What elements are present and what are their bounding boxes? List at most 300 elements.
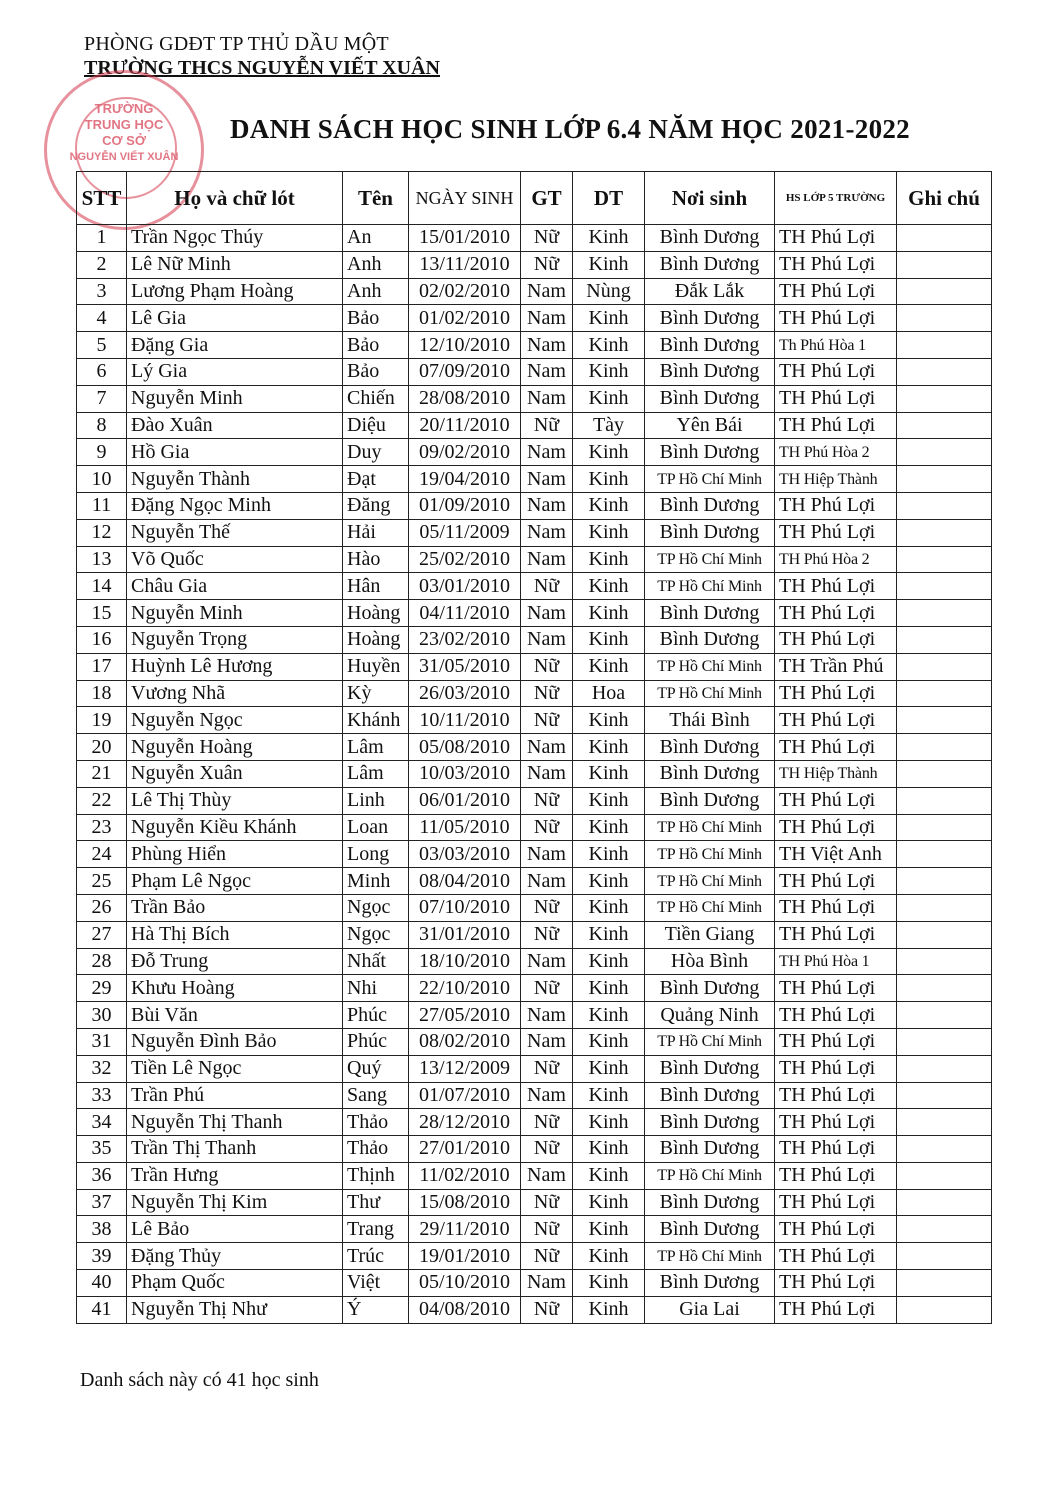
table-row <box>77 1296 992 1323</box>
table-row <box>77 492 992 519</box>
cell-gender: Nam <box>521 626 573 653</box>
cell-birthplace: Bình Dương <box>645 1082 775 1109</box>
cell-birthplace: TP Hồ Chí Minh <box>645 1028 775 1055</box>
cell-birthplace: Bình Dương <box>645 1189 775 1216</box>
cell-notes <box>897 841 992 868</box>
cell-ethnicity: Kinh <box>573 385 645 412</box>
cell-stt: 12 <box>77 519 127 546</box>
cell-birthplace: Quảng Ninh <box>645 1002 775 1029</box>
cell-birthplace: Bình Dương <box>645 225 775 252</box>
table-header-row <box>77 172 992 225</box>
cell-notes <box>897 492 992 519</box>
cell-birthplace: TP Hồ Chí Minh <box>645 894 775 921</box>
cell-surname: Phạm Lê Ngọc <box>127 868 343 895</box>
cell-stt: 28 <box>77 948 127 975</box>
cell-ethnicity: Kinh <box>573 546 645 573</box>
cell-surname: Đặng Thủy <box>127 1243 343 1270</box>
cell-notes <box>897 1270 992 1297</box>
cell-surname: Châu Gia <box>127 573 343 600</box>
cell-primary-school: TH Phú Lợi <box>775 573 897 600</box>
cell-dob: 10/03/2010 <box>409 760 521 787</box>
cell-gender: Nam <box>521 492 573 519</box>
cell-dob: 18/10/2010 <box>409 948 521 975</box>
cell-surname: Nguyễn Trọng <box>127 626 343 653</box>
cell-notes <box>897 358 992 385</box>
cell-stt: 31 <box>77 1028 127 1055</box>
cell-surname: Trần Phú <box>127 1082 343 1109</box>
cell-surname: Nguyễn Minh <box>127 385 343 412</box>
cell-dob: 23/02/2010 <box>409 626 521 653</box>
cell-primary-school: TH Phú Lợi <box>775 626 897 653</box>
table-row <box>77 332 992 359</box>
cell-stt: 14 <box>77 573 127 600</box>
cell-ethnicity: Kinh <box>573 787 645 814</box>
cell-surname: Đào Xuân <box>127 412 343 439</box>
cell-gender: Nữ <box>521 894 573 921</box>
cell-primary-school: TH Phú Lợi <box>775 894 897 921</box>
cell-notes <box>897 814 992 841</box>
table-row <box>77 358 992 385</box>
cell-dob: 10/11/2010 <box>409 707 521 734</box>
cell-notes <box>897 948 992 975</box>
cell-birthplace: TP Hồ Chí Minh <box>645 868 775 895</box>
cell-notes <box>897 251 992 278</box>
cell-ethnicity: Hoa <box>573 680 645 707</box>
cell-dob: 06/01/2010 <box>409 787 521 814</box>
table-row <box>77 626 992 653</box>
cell-name: Linh <box>343 787 409 814</box>
cell-stt: 10 <box>77 466 127 493</box>
cell-notes <box>897 332 992 359</box>
cell-gender: Nam <box>521 305 573 332</box>
col-header-surname: Họ và chữ lót <box>127 172 343 225</box>
cell-dob: 28/12/2010 <box>409 1109 521 1136</box>
cell-birthplace: Đắk Lắk <box>645 278 775 305</box>
cell-gender: Nam <box>521 841 573 868</box>
cell-birthplace: Bình Dương <box>645 439 775 466</box>
cell-ethnicity: Kinh <box>573 225 645 252</box>
cell-notes <box>897 760 992 787</box>
table-row <box>77 1270 992 1297</box>
cell-surname: Lý Gia <box>127 358 343 385</box>
table-row <box>77 707 992 734</box>
cell-birthplace: Bình Dương <box>645 519 775 546</box>
cell-birthplace: Hòa Bình <box>645 948 775 975</box>
cell-gender: Nam <box>521 546 573 573</box>
cell-notes <box>897 1189 992 1216</box>
cell-name: Nhất <box>343 948 409 975</box>
cell-ethnicity: Kinh <box>573 439 645 466</box>
cell-primary-school: TH Phú Lợi <box>775 814 897 841</box>
cell-surname: Nguyễn Đình Bảo <box>127 1028 343 1055</box>
cell-birthplace: TP Hồ Chí Minh <box>645 680 775 707</box>
cell-dob: 13/12/2009 <box>409 1055 521 1082</box>
cell-primary-school: TH Phú Lợi <box>775 492 897 519</box>
cell-stt: 23 <box>77 814 127 841</box>
cell-birthplace: Bình Dương <box>645 1136 775 1163</box>
cell-surname: Nguyễn Thị Như <box>127 1296 343 1323</box>
cell-name: Bảo <box>343 305 409 332</box>
cell-gender: Nữ <box>521 653 573 680</box>
cell-name: Phúc <box>343 1028 409 1055</box>
cell-ethnicity: Kinh <box>573 1028 645 1055</box>
cell-stt: 38 <box>77 1216 127 1243</box>
cell-primary-school: TH Trần Phú <box>775 653 897 680</box>
cell-notes <box>897 626 992 653</box>
cell-name: Thịnh <box>343 1162 409 1189</box>
stamp-text <box>47 101 201 165</box>
cell-notes <box>897 975 992 1002</box>
cell-stt: 24 <box>77 841 127 868</box>
cell-dob: 26/03/2010 <box>409 680 521 707</box>
cell-name: Đăng <box>343 492 409 519</box>
cell-name: Khánh <box>343 707 409 734</box>
cell-gender: Nữ <box>521 680 573 707</box>
cell-gender: Nam <box>521 1082 573 1109</box>
cell-surname: Nguyễn Thị Kim <box>127 1189 343 1216</box>
cell-notes <box>897 466 992 493</box>
cell-surname: Huỳnh Lê Hương <box>127 653 343 680</box>
cell-surname: Trần Hưng <box>127 1162 343 1189</box>
cell-name: Long <box>343 841 409 868</box>
cell-notes <box>897 868 992 895</box>
cell-gender: Nữ <box>521 787 573 814</box>
cell-birthplace: Bình Dương <box>645 787 775 814</box>
cell-birthplace: Bình Dương <box>645 492 775 519</box>
cell-name: Loan <box>343 814 409 841</box>
table-row <box>77 653 992 680</box>
cell-surname: Vương Nhã <box>127 680 343 707</box>
cell-stt: 15 <box>77 600 127 627</box>
cell-gender: Nữ <box>521 814 573 841</box>
cell-gender: Nam <box>521 948 573 975</box>
cell-name: Huyền <box>343 653 409 680</box>
table-row <box>77 894 992 921</box>
cell-ethnicity: Kinh <box>573 894 645 921</box>
cell-name: Hải <box>343 519 409 546</box>
table-row <box>77 1082 992 1109</box>
table-row <box>77 225 992 252</box>
cell-stt: 4 <box>77 305 127 332</box>
cell-surname: Nguyễn Hoàng <box>127 734 343 761</box>
cell-primary-school: TH Phú Hòa 2 <box>775 439 897 466</box>
cell-ethnicity: Kinh <box>573 1136 645 1163</box>
cell-birthplace: Bình Dương <box>645 358 775 385</box>
cell-primary-school: TH Phú Lợi <box>775 385 897 412</box>
cell-dob: 31/05/2010 <box>409 653 521 680</box>
cell-surname: Phùng Hiển <box>127 841 343 868</box>
cell-birthplace: Bình Dương <box>645 332 775 359</box>
cell-primary-school: TH Phú Lợi <box>775 1082 897 1109</box>
cell-birthplace: Bình Dương <box>645 760 775 787</box>
cell-primary-school: TH Việt Anh <box>775 841 897 868</box>
cell-stt: 40 <box>77 1270 127 1297</box>
cell-primary-school: TH Phú Lợi <box>775 1243 897 1270</box>
table-row <box>77 1216 992 1243</box>
cell-name: Diệu <box>343 412 409 439</box>
cell-dob: 01/02/2010 <box>409 305 521 332</box>
cell-ethnicity: Kinh <box>573 1109 645 1136</box>
cell-ethnicity: Kinh <box>573 921 645 948</box>
cell-ethnicity: Kinh <box>573 841 645 868</box>
cell-dob: 15/01/2010 <box>409 225 521 252</box>
cell-dob: 22/10/2010 <box>409 975 521 1002</box>
cell-gender: Nam <box>521 1162 573 1189</box>
cell-notes <box>897 707 992 734</box>
cell-stt: 27 <box>77 921 127 948</box>
cell-surname: Đặng Gia <box>127 332 343 359</box>
cell-name: Đạt <box>343 466 409 493</box>
cell-surname: Võ Quốc <box>127 546 343 573</box>
cell-gender: Nữ <box>521 573 573 600</box>
cell-notes <box>897 1109 992 1136</box>
table-row <box>77 1002 992 1029</box>
cell-primary-school: TH Phú Lợi <box>775 1162 897 1189</box>
cell-name: Kỳ <box>343 680 409 707</box>
cell-dob: 03/01/2010 <box>409 573 521 600</box>
cell-primary-school: TH Phú Lợi <box>775 1109 897 1136</box>
col-header-gender: GT <box>521 172 573 225</box>
cell-gender: Nữ <box>521 225 573 252</box>
cell-dob: 11/02/2010 <box>409 1162 521 1189</box>
cell-stt: 21 <box>77 760 127 787</box>
cell-surname: Nguyễn Kiều Khánh <box>127 814 343 841</box>
cell-gender: Nam <box>521 734 573 761</box>
cell-birthplace: Yên Bái <box>645 412 775 439</box>
cell-gender: Nữ <box>521 1243 573 1270</box>
cell-dob: 25/02/2010 <box>409 546 521 573</box>
cell-birthplace: Bình Dương <box>645 975 775 1002</box>
cell-gender: Nam <box>521 1270 573 1297</box>
cell-primary-school: TH Phú Lợi <box>775 278 897 305</box>
school-name: TRƯỜNG THCS NGUYỄN VIẾT XUÂN <box>84 57 440 79</box>
table-row <box>77 787 992 814</box>
cell-stt: 41 <box>77 1296 127 1323</box>
cell-name: Hoàng <box>343 600 409 627</box>
table-row <box>77 1109 992 1136</box>
cell-notes <box>897 653 992 680</box>
cell-ethnicity: Kinh <box>573 519 645 546</box>
cell-surname: Nguyễn Thành <box>127 466 343 493</box>
cell-name: Hoàng <box>343 626 409 653</box>
cell-birthplace: Bình Dương <box>645 1109 775 1136</box>
cell-stt: 39 <box>77 1243 127 1270</box>
cell-dob: 07/10/2010 <box>409 894 521 921</box>
cell-birthplace: TP Hồ Chí Minh <box>645 546 775 573</box>
cell-notes <box>897 546 992 573</box>
cell-name: Thảo <box>343 1136 409 1163</box>
cell-dob: 08/02/2010 <box>409 1028 521 1055</box>
cell-name: Bảo <box>343 358 409 385</box>
cell-ethnicity: Kinh <box>573 868 645 895</box>
cell-primary-school: TH Hiệp Thành <box>775 760 897 787</box>
cell-stt: 8 <box>77 412 127 439</box>
cell-stt: 30 <box>77 1002 127 1029</box>
cell-ethnicity: Tày <box>573 412 645 439</box>
cell-dob: 15/08/2010 <box>409 1189 521 1216</box>
table-row <box>77 975 992 1002</box>
cell-dob: 31/01/2010 <box>409 921 521 948</box>
cell-notes <box>897 225 992 252</box>
stamp-line: TRƯỜNG <box>94 101 154 116</box>
cell-gender: Nam <box>521 358 573 385</box>
stamp-line: TRUNG HỌC <box>84 117 164 132</box>
cell-primary-school: TH Phú Hòa 2 <box>775 546 897 573</box>
cell-birthplace: Bình Dương <box>645 600 775 627</box>
cell-gender: Nam <box>521 868 573 895</box>
cell-gender: Nữ <box>521 1296 573 1323</box>
cell-dob: 04/11/2010 <box>409 600 521 627</box>
cell-dob: 12/10/2010 <box>409 332 521 359</box>
cell-ethnicity: Kinh <box>573 305 645 332</box>
cell-surname: Lê Nữ Minh <box>127 251 343 278</box>
cell-surname: Trần Bảo <box>127 894 343 921</box>
cell-dob: 05/10/2010 <box>409 1270 521 1297</box>
cell-stt: 3 <box>77 278 127 305</box>
cell-notes <box>897 439 992 466</box>
cell-gender: Nam <box>521 385 573 412</box>
cell-gender: Nữ <box>521 921 573 948</box>
cell-name: Duy <box>343 439 409 466</box>
cell-notes <box>897 921 992 948</box>
cell-surname: Nguyễn Ngọc <box>127 707 343 734</box>
cell-birthplace: Bình Dương <box>645 734 775 761</box>
cell-gender: Nam <box>521 1002 573 1029</box>
col-header-dob: NGÀY SINH <box>409 172 521 225</box>
cell-dob: 08/04/2010 <box>409 868 521 895</box>
cell-surname: Khưu Hoàng <box>127 975 343 1002</box>
cell-ethnicity: Kinh <box>573 653 645 680</box>
cell-birthplace: Bình Dương <box>645 626 775 653</box>
table-row <box>77 439 992 466</box>
cell-dob: 05/08/2010 <box>409 734 521 761</box>
cell-dob: 05/11/2009 <box>409 519 521 546</box>
cell-birthplace: Gia Lai <box>645 1296 775 1323</box>
cell-gender: Nữ <box>521 1216 573 1243</box>
cell-stt: 11 <box>77 492 127 519</box>
cell-dob: 09/02/2010 <box>409 439 521 466</box>
cell-ethnicity: Kinh <box>573 1243 645 1270</box>
cell-stt: 13 <box>77 546 127 573</box>
cell-notes <box>897 1002 992 1029</box>
cell-dob: 03/03/2010 <box>409 841 521 868</box>
cell-ethnicity: Kinh <box>573 466 645 493</box>
cell-surname: Đặng Ngọc Minh <box>127 492 343 519</box>
cell-stt: 29 <box>77 975 127 1002</box>
cell-primary-school: TH Phú Lợi <box>775 1189 897 1216</box>
cell-surname: Hồ Gia <box>127 439 343 466</box>
cell-name: Chiến <box>343 385 409 412</box>
cell-dob: 27/01/2010 <box>409 1136 521 1163</box>
cell-gender: Nam <box>521 332 573 359</box>
cell-gender: Nam <box>521 519 573 546</box>
cell-surname: Lê Thị Thùy <box>127 787 343 814</box>
cell-name: Hân <box>343 573 409 600</box>
cell-primary-school: TH Phú Lợi <box>775 1216 897 1243</box>
cell-dob: 11/05/2010 <box>409 814 521 841</box>
table-body <box>77 225 992 1324</box>
cell-birthplace: TP Hồ Chí Minh <box>645 1162 775 1189</box>
cell-birthplace: TP Hồ Chí Minh <box>645 841 775 868</box>
cell-stt: 6 <box>77 358 127 385</box>
table-row <box>77 1243 992 1270</box>
cell-primary-school: TH Phú Lợi <box>775 868 897 895</box>
cell-ethnicity: Kinh <box>573 1002 645 1029</box>
cell-name: Hào <box>343 546 409 573</box>
cell-name: An <box>343 225 409 252</box>
cell-birthplace: Bình Dương <box>645 1055 775 1082</box>
cell-name: Trang <box>343 1216 409 1243</box>
cell-primary-school: TH Phú Lợi <box>775 305 897 332</box>
cell-stt: 25 <box>77 868 127 895</box>
cell-dob: 19/04/2010 <box>409 466 521 493</box>
cell-notes <box>897 278 992 305</box>
cell-name: Nhi <box>343 975 409 1002</box>
cell-primary-school: TH Phú Lợi <box>775 787 897 814</box>
cell-gender: Nam <box>521 760 573 787</box>
stamp-line: NGUYỄN VIẾT XUÂN <box>69 151 179 163</box>
col-header-notes: Ghi chú <box>897 172 992 225</box>
cell-notes <box>897 600 992 627</box>
cell-notes <box>897 573 992 600</box>
cell-gender: Nam <box>521 278 573 305</box>
cell-name: Bảo <box>343 332 409 359</box>
cell-name: Lâm <box>343 734 409 761</box>
table-row <box>77 680 992 707</box>
cell-stt: 16 <box>77 626 127 653</box>
cell-stt: 18 <box>77 680 127 707</box>
table-row <box>77 948 992 975</box>
cell-ethnicity: Kinh <box>573 600 645 627</box>
cell-primary-school: TH Phú Lợi <box>775 1270 897 1297</box>
cell-notes <box>897 734 992 761</box>
cell-ethnicity: Kinh <box>573 1189 645 1216</box>
cell-surname: Hà Thị Bích <box>127 921 343 948</box>
cell-gender: Nữ <box>521 1136 573 1163</box>
cell-gender: Nữ <box>521 1109 573 1136</box>
cell-primary-school: TH Phú Lợi <box>775 412 897 439</box>
table-row <box>77 385 992 412</box>
table-row <box>77 734 992 761</box>
cell-gender: Nữ <box>521 412 573 439</box>
cell-stt: 19 <box>77 707 127 734</box>
cell-stt: 37 <box>77 1189 127 1216</box>
col-header-stt: STT <box>77 172 127 225</box>
cell-dob: 01/07/2010 <box>409 1082 521 1109</box>
cell-surname: Nguyễn Minh <box>127 600 343 627</box>
table-row <box>77 546 992 573</box>
cell-notes <box>897 1216 992 1243</box>
cell-primary-school: TH Hiệp Thành <box>775 466 897 493</box>
cell-primary-school: TH Phú Lợi <box>775 600 897 627</box>
col-header-name: Tên <box>343 172 409 225</box>
cell-gender: Nam <box>521 466 573 493</box>
cell-notes <box>897 1136 992 1163</box>
cell-primary-school: TH Phú Lợi <box>775 1296 897 1323</box>
cell-gender: Nữ <box>521 251 573 278</box>
cell-ethnicity: Kinh <box>573 1055 645 1082</box>
cell-name: Thư <box>343 1189 409 1216</box>
cell-birthplace: Bình Dương <box>645 1270 775 1297</box>
table-row <box>77 1028 992 1055</box>
col-header-ethnicity: DT <box>573 172 645 225</box>
table-row <box>77 868 992 895</box>
cell-primary-school: TH Phú Lợi <box>775 734 897 761</box>
cell-name: Trúc <box>343 1243 409 1270</box>
cell-surname: Bùi Văn <box>127 1002 343 1029</box>
cell-dob: 13/11/2010 <box>409 251 521 278</box>
cell-name: Thảo <box>343 1109 409 1136</box>
